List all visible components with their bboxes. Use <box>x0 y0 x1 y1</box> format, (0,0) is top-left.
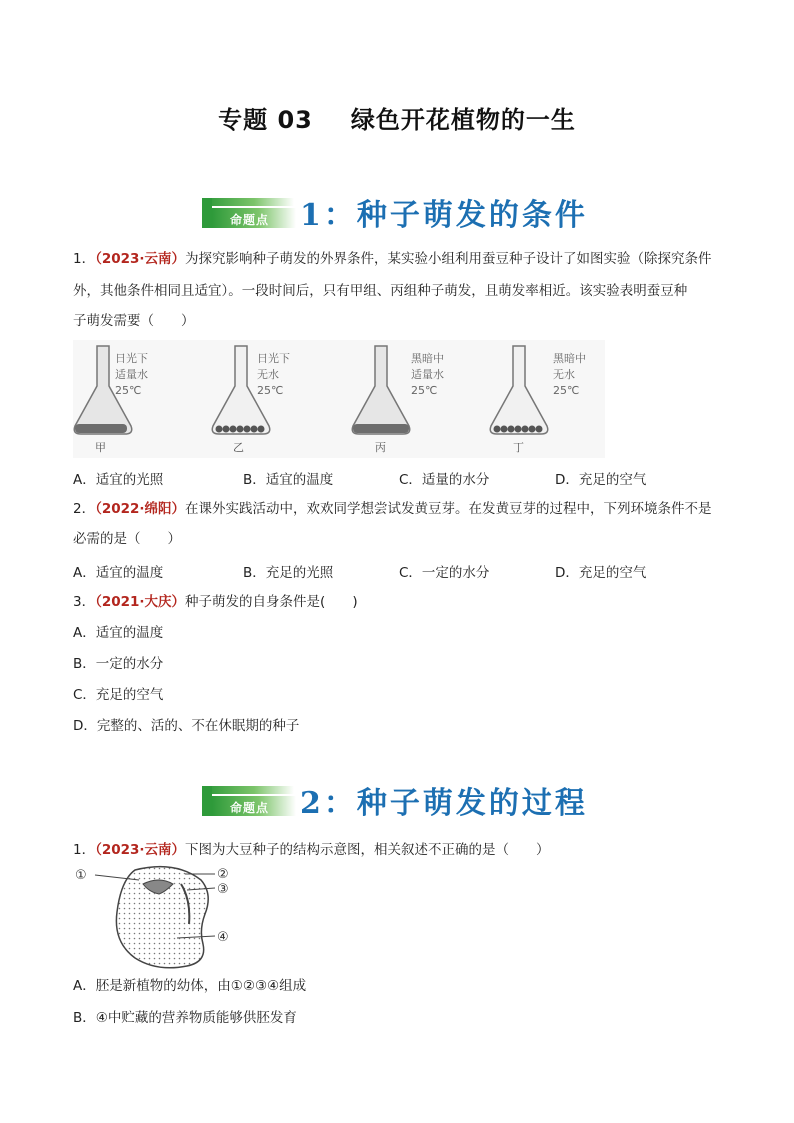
option-a[interactable]: A．适宜的温度 <box>73 625 164 641</box>
option-a[interactable]: A．适宜的温度 <box>73 565 164 581</box>
option-c[interactable]: C．充足的空气 <box>73 687 164 703</box>
section-1-heading <box>200 190 620 236</box>
question-source: （2021·大庆） <box>95 594 186 610</box>
question-2-line-2: 必需的是（ ） <box>73 531 181 547</box>
question-1-line-2: 外，其他条件相同且适宜）。一段时间后，只有甲组、丙组种子萌发，且萌发率相近。该实验表明蚕豆种 <box>73 283 688 299</box>
svg-text:无水: 无水 <box>553 368 575 381</box>
option-b[interactable]: B．充足的光照 <box>243 565 334 581</box>
svg-text:适量水: 适量水 <box>411 368 444 381</box>
option-a[interactable]: A．胚是新植物的幼体，由①②③④组成 <box>73 978 307 994</box>
section-title: 1：种子萌发的条件 <box>300 198 588 233</box>
flask-experiment-figure <box>73 340 605 458</box>
question-2-line-1: 2．（2022·绵阳）在课外实践活动中，欢欢同学想尝试发黄豆芽。在发黄豆芽的过程中，下列环境条件不是 <box>73 501 712 517</box>
svg-text:甲: 甲 <box>95 441 106 454</box>
title-prefix: 专题 03 <box>218 106 313 134</box>
svg-text:丁: 丁 <box>513 441 524 454</box>
question-1-line-1: 1．（2023·云南）为探究影响种子萌发的外界条件，某实验小组利用蚕豆种子设计了如图实验（除探究条件 <box>73 251 712 267</box>
option-c[interactable]: C．适量的水分 <box>399 472 490 488</box>
svg-text:②: ② <box>217 867 229 882</box>
option-a[interactable]: A．适宜的光照 <box>73 472 164 488</box>
section-title: 2：种子萌发的过程 <box>300 786 588 821</box>
svg-text:25℃: 25℃ <box>257 384 284 397</box>
question-s2-1-line-1: 1．（2023·云南）下图为大豆种子的结构示意图，相关叙述不正确的是（ ） <box>73 842 550 858</box>
question-source: （2023·云南） <box>95 251 186 267</box>
badge-label: 命题点 <box>230 801 270 815</box>
question-source: （2022·绵阳） <box>95 501 186 517</box>
option-d[interactable]: D．充足的空气 <box>555 472 647 488</box>
svg-text:④: ④ <box>217 930 229 945</box>
badge-label: 命题点 <box>230 213 270 227</box>
svg-text:25℃: 25℃ <box>411 384 438 397</box>
svg-text:黑暗中: 黑暗中 <box>411 352 444 365</box>
option-d[interactable]: D．充足的空气 <box>555 565 647 581</box>
svg-text:25℃: 25℃ <box>115 384 142 397</box>
svg-text:适量水: 适量水 <box>115 368 148 381</box>
option-b[interactable]: B．一定的水分 <box>73 656 164 672</box>
option-d[interactable]: D．完整的、活的、不在休眠期的种子 <box>73 718 300 734</box>
page-title <box>0 100 794 135</box>
option-b[interactable]: B．适宜的温度 <box>243 472 334 488</box>
svg-text:25℃: 25℃ <box>553 384 580 397</box>
title-main: 绿色开花植物的一生 <box>350 106 576 134</box>
option-c[interactable]: C．一定的水分 <box>399 565 490 581</box>
svg-text:黑暗中: 黑暗中 <box>553 352 586 365</box>
question-1-line-3: 子萌发需要（ ） <box>73 313 195 329</box>
svg-text:①: ① <box>75 868 87 883</box>
svg-text:乙: 乙 <box>233 441 244 454</box>
section-2-heading <box>200 778 620 824</box>
question-3-line-1: 3．（2021·大庆）种子萌发的自身条件是( ) <box>73 594 358 610</box>
svg-text:丙: 丙 <box>375 441 386 454</box>
question-source: （2023·云南） <box>95 842 186 858</box>
svg-text:③: ③ <box>217 882 229 897</box>
svg-text:无水: 无水 <box>257 368 279 381</box>
svg-text:日光下: 日光下 <box>257 352 290 365</box>
soybean-seed-diagram <box>73 862 253 970</box>
option-b[interactable]: B．④中贮藏的营养物质能够供胚发育 <box>73 1010 297 1026</box>
svg-text:日光下: 日光下 <box>115 352 148 365</box>
